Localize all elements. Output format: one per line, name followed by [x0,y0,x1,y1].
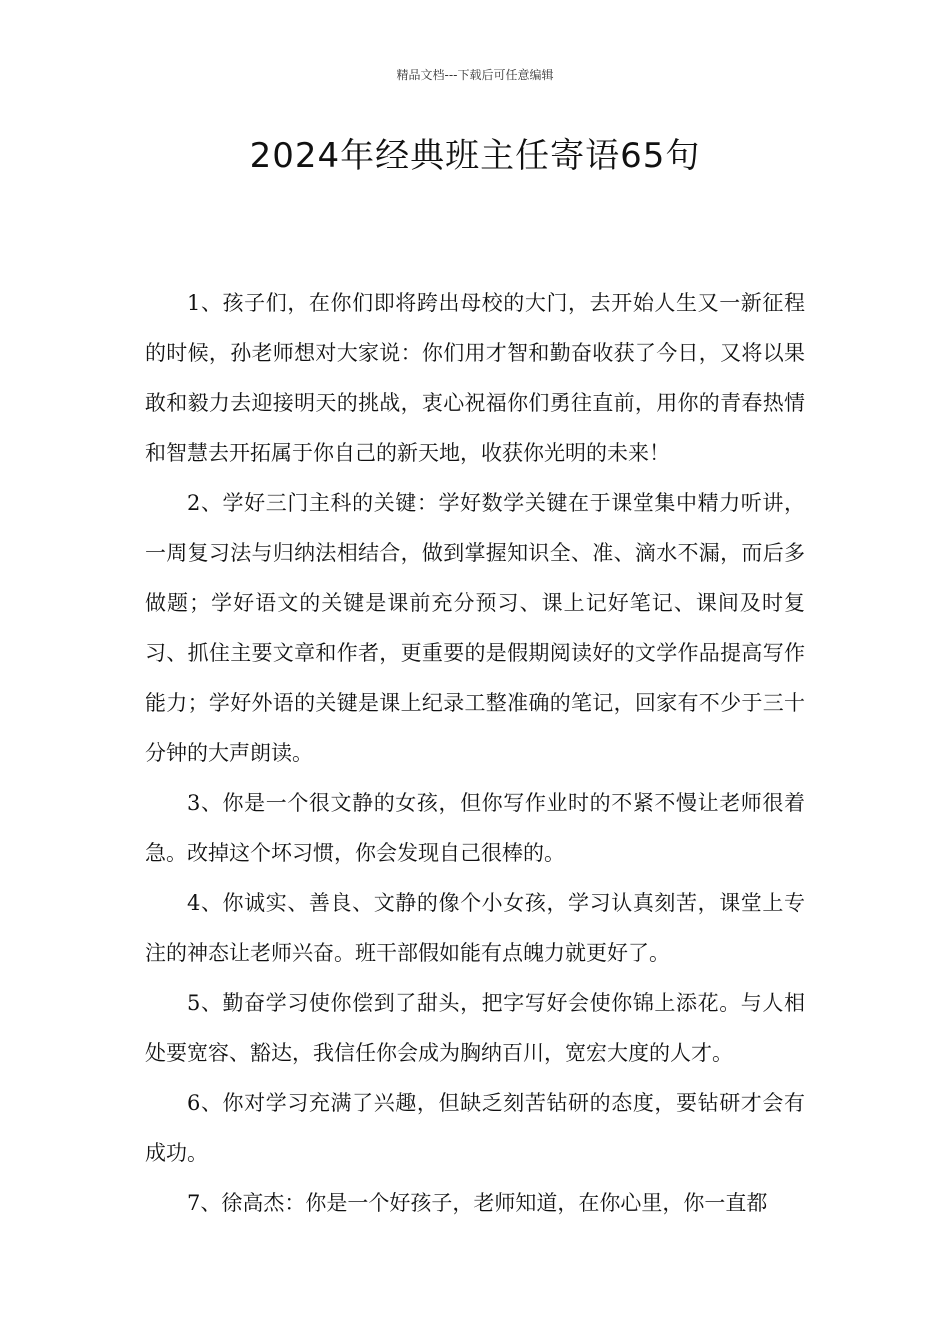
paragraph-6: 6、你对学习充满了兴趣，但缺乏刻苦钻研的态度，要钻研才会有成功。 [145,1091,805,1165]
header-watermark: 精品文档---下载后可任意编辑 [396,68,554,82]
paragraph-5: 5、勤奋学习使你偿到了甜头，把字写好会使你锦上添花。与人相处要宽容、豁达，我信任你会成为胸纳百川，宽宏大度的人才。 [145,991,805,1065]
paragraph-2: 2、学好三门主科的关键：学好数学关键在于课堂集中精力听讲，一周复习法与归纳法相结合，做到掌握知识全、准、滴水不漏，而后多做题；学好语文的关键是课前充分预习、课上记好笔记、课间及时复习、抓住主要文章和作者，更重要的是假期阅读好的文学作品提高写作能力；学好外语的关键是课上纪录工整准确的笔记，回家有不少于三十分钟的大声朗读。 [145,491,805,765]
paragraph-1: 1、孩子们，在你们即将跨出母校的大门，去开始人生又一新征程的时候，孙老师想对大家说：你们用才智和勤奋收获了今日，又将以果敢和毅力去迎接明天的挑战，衷心祝福你们勇往直前，用你的青春热情和智慧去开拓属于你自己的新天地，收获你光明的未来！ [145,291,805,465]
paragraph-7: 7、徐高杰：你是一个好孩子，老师知道，在你心里，你一直都 [187,1191,768,1215]
paragraph-4: 4、你诚实、善良、文静的像个小女孩，学习认真刻苦，课堂上专注的神态让老师兴奋。班干部假如能有点魄力就更好了。 [145,891,805,965]
document-body [145,278,805,1228]
paragraph-3: 3、你是一个很文静的女孩，但你写作业时的不紧不慢让老师很着急。改掉这个坏习惯，你会发现自己很棒的。 [145,791,805,865]
page-title: 2024年经典班主任寄语65句 [249,136,701,176]
